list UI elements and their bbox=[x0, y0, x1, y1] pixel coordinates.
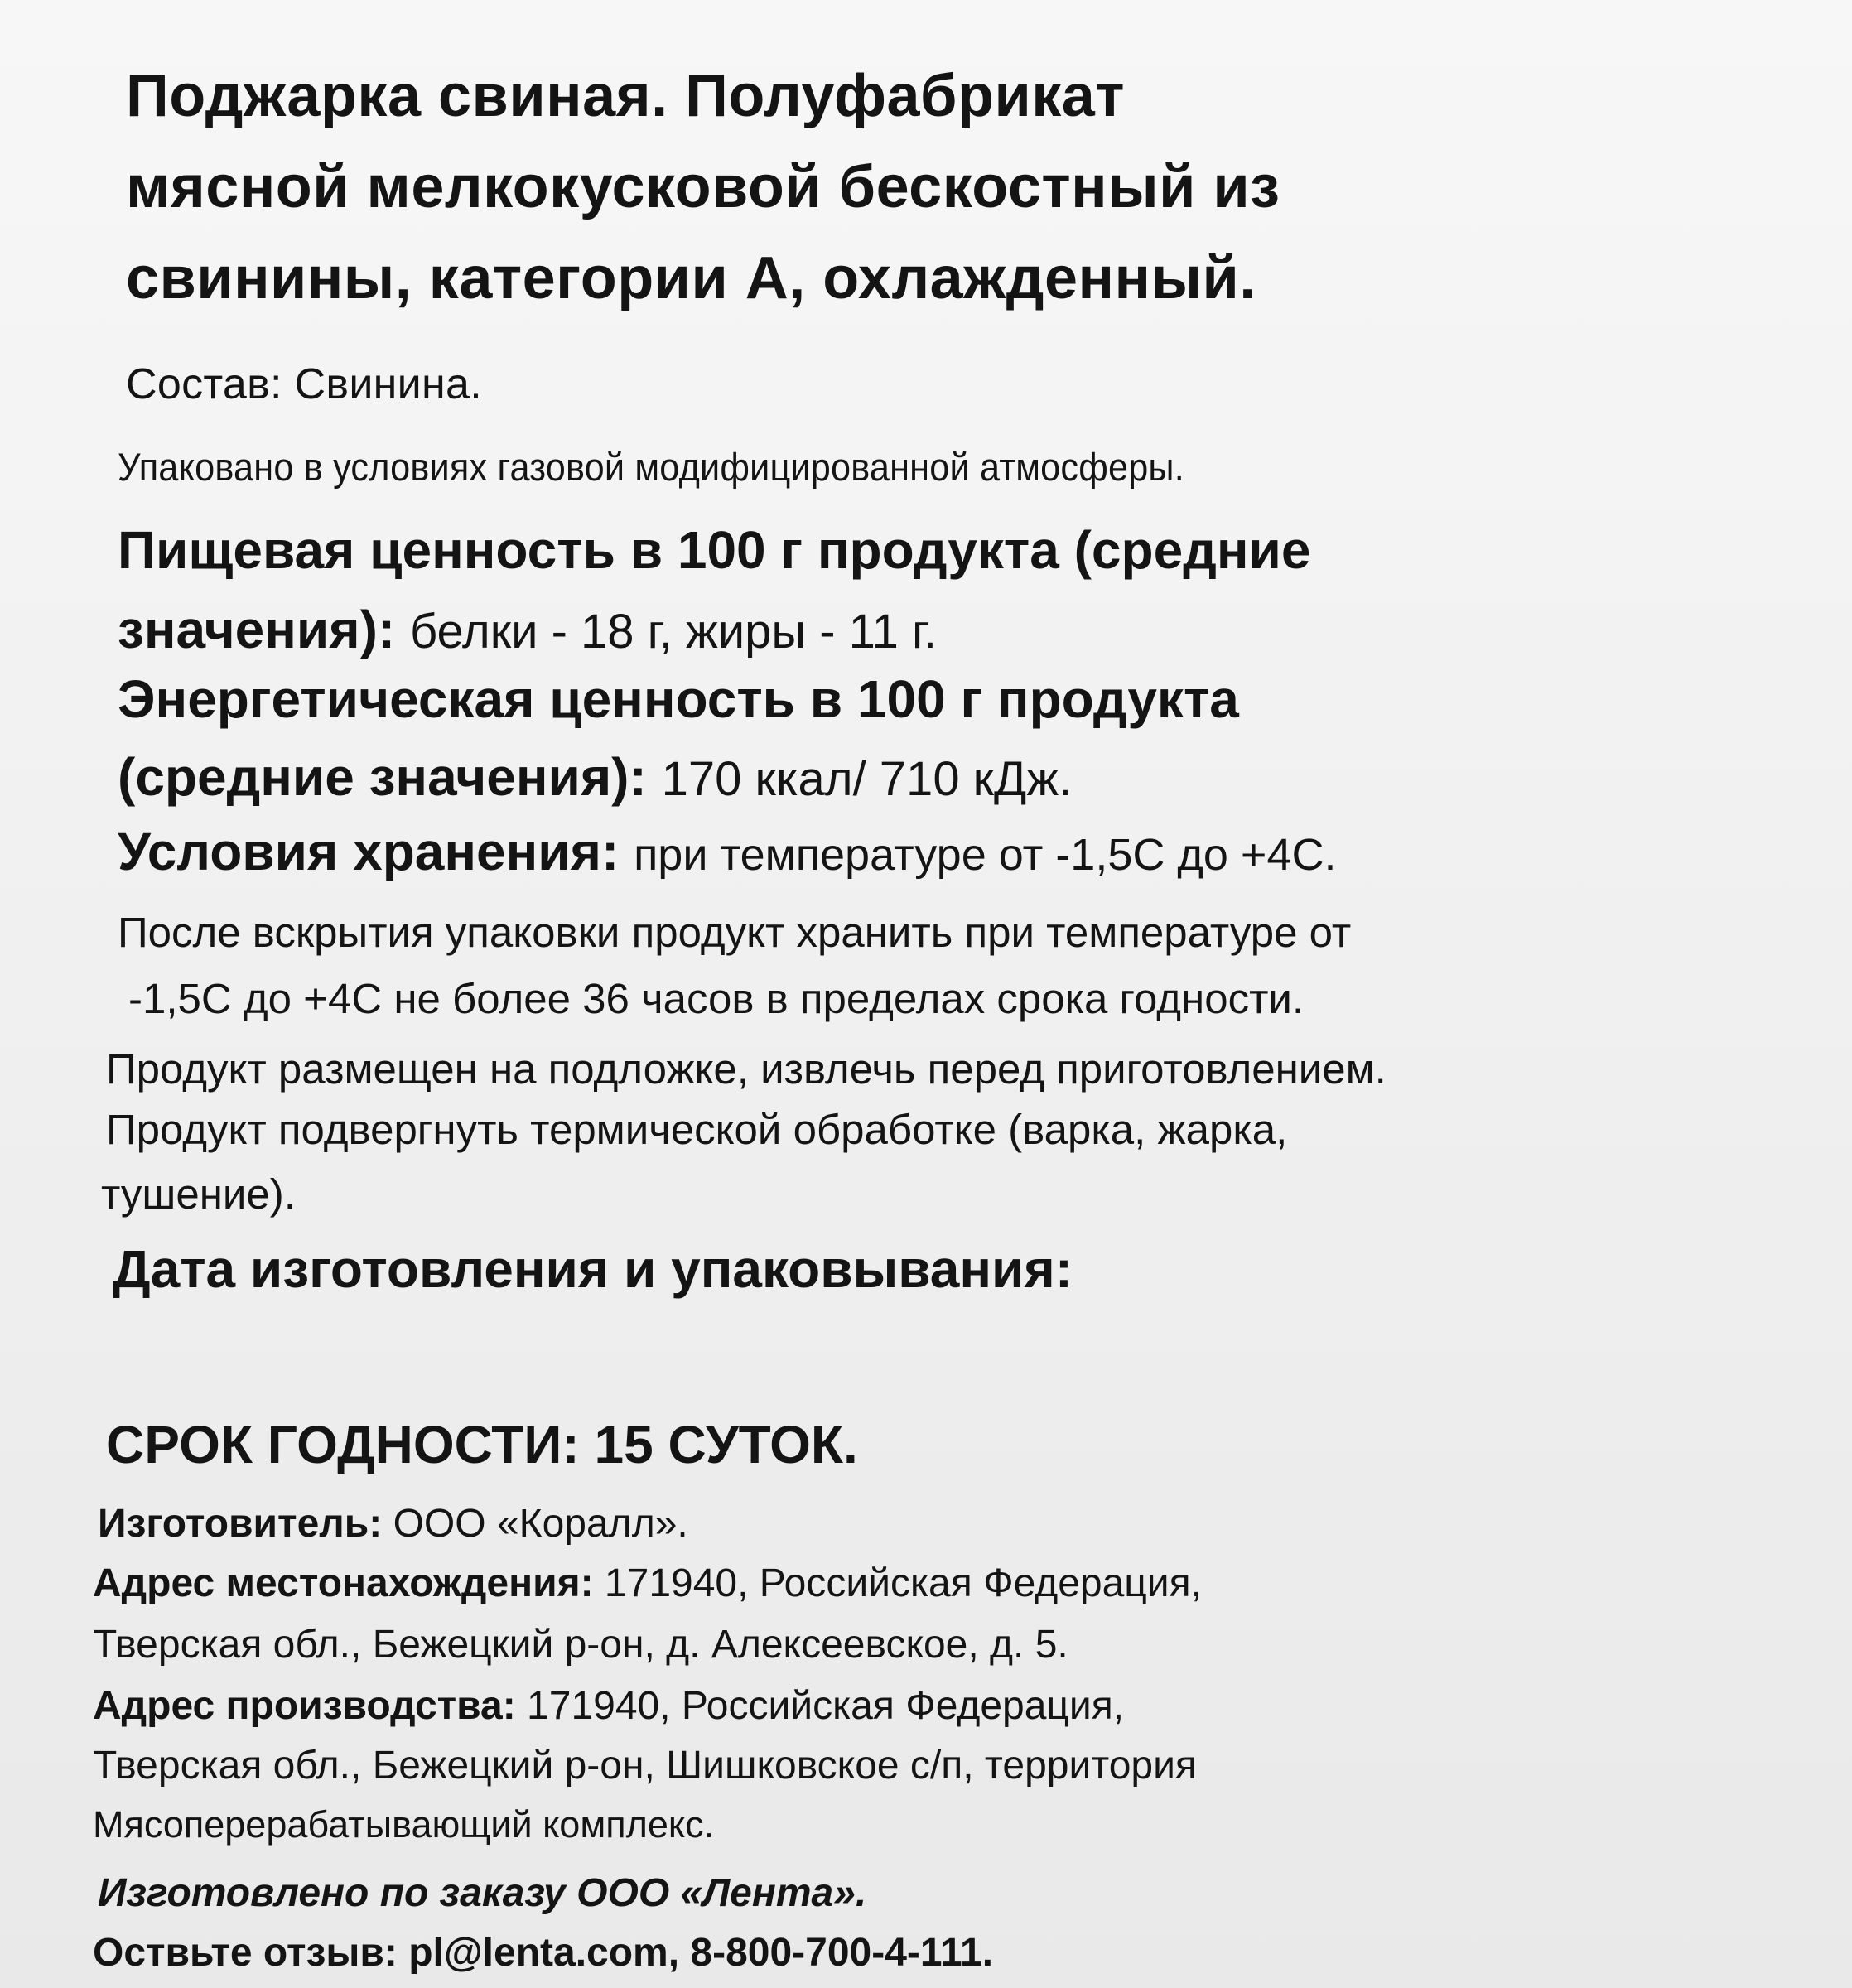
manufacturer-label: Изготовитель: bbox=[98, 1502, 383, 1546]
after-opening-line-2: -1,5С до +4С не более 36 часов в пределах срока годности. bbox=[128, 975, 1305, 1022]
after-opening-line-1: После вскрытия упаковки продукт хранить при температуре от bbox=[118, 909, 1352, 956]
ordered-by: Изготовлено по заказу ООО «Лента». bbox=[98, 1871, 867, 1915]
packaging-text: Упаковано в условиях газовой модифицированной атмосферы. bbox=[118, 445, 1184, 489]
location-address-value-1: 171940, Российская Федерация, bbox=[604, 1561, 1202, 1605]
location-address-label: Адрес местонахождения: bbox=[93, 1561, 594, 1605]
energy-value: 170 ккал/ 710 кДж. bbox=[661, 752, 1073, 806]
manufacturer-line bbox=[98, 1504, 688, 1544]
production-date-label: Дата изготовления и упаковывания: bbox=[113, 1239, 1073, 1299]
storage-line bbox=[118, 822, 1337, 881]
nutrition-label-line-1: Пищевая ценность в 100 г продукта (средние bbox=[118, 520, 1311, 580]
feedback-line bbox=[93, 1933, 993, 1973]
preparation-line-2: Продукт подвергнуть термической обработке (варка, жарка, bbox=[106, 1106, 1288, 1153]
product-title-line-2: мясной мелкокусковой бескостный из bbox=[126, 154, 1280, 220]
product-title-line-1: Поджарка свиная. Полуфабрикат bbox=[126, 63, 1126, 129]
nutrition-value: белки - 18 г, жиры - 11 г. bbox=[409, 605, 938, 659]
product-title-line-3: свинины, категории А, охлажденный. bbox=[126, 245, 1256, 311]
manufacturer-value: ООО «Коралл». bbox=[393, 1502, 688, 1546]
energy-label-line-1: Энергетическая ценность в 100 г продукта bbox=[118, 669, 1239, 729]
storage-label: Условия хранения: bbox=[118, 822, 620, 881]
location-address-line-2: Тверская обл., Бежецкий р-он, д. Алексеевское, д. 5. bbox=[93, 1623, 1068, 1667]
production-address-line-2: Тверская обл., Бежецкий р-он, Шишковское с/п, территория bbox=[93, 1744, 1197, 1788]
location-address-line-1 bbox=[93, 1561, 1202, 1605]
preparation-line-3: тушение). bbox=[101, 1170, 296, 1218]
composition-text: Состав: Свинина. bbox=[126, 360, 483, 408]
feedback-label: Оствьте отзыв: bbox=[93, 1931, 398, 1975]
energy-line-2 bbox=[118, 747, 1073, 807]
production-address-line-1 bbox=[93, 1686, 1124, 1726]
nutrition-label-line-2: значения): bbox=[118, 600, 396, 659]
feedback-value: pl@lenta.com, 8-800-700-4-111. bbox=[408, 1931, 994, 1975]
nutrition-line-2 bbox=[118, 600, 938, 659]
production-address-label: Адрес производства: bbox=[93, 1684, 516, 1728]
storage-value: при температуре от -1,5С до +4С. bbox=[634, 830, 1337, 880]
energy-label-line-2: (средние значения): bbox=[118, 747, 647, 807]
production-address-line-3: Мясоперерабатывающий комплекс. bbox=[93, 1803, 715, 1846]
shelf-life: СРОК ГОДНОСТИ: 15 СУТОК. bbox=[106, 1415, 858, 1474]
preparation-line-1: Продукт размещен на подложке, извлечь перед приготовлением. bbox=[106, 1045, 1387, 1093]
production-address-value-1: 171940, Российская Федерация, bbox=[527, 1684, 1125, 1728]
